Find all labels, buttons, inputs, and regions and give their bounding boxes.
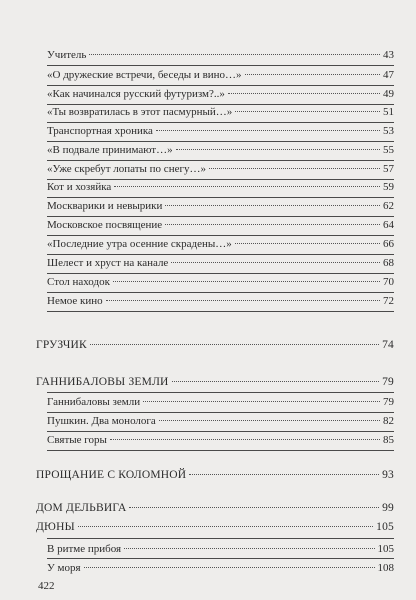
toc-entry xyxy=(47,415,394,428)
dot-leader xyxy=(172,381,380,382)
dot-leader xyxy=(89,54,380,55)
section-title: ПРОЩАНИЕ С КОЛОМНОЙ xyxy=(36,469,187,481)
dot-leader xyxy=(189,474,379,475)
entry-title: «Уже скребут лопаты по снегу…» xyxy=(47,163,206,175)
toc-entry xyxy=(47,434,394,447)
entry-page: 68 xyxy=(383,257,394,269)
dot-leader xyxy=(84,567,375,568)
entry-title: «Ты возвратилась в этот пасмурный…» xyxy=(47,106,233,118)
divider xyxy=(47,160,394,161)
entry-title: Святые горы xyxy=(47,434,107,446)
section-page: 99 xyxy=(382,502,394,514)
toc-entry xyxy=(47,163,394,176)
dot-leader xyxy=(165,205,380,206)
entry-page: 108 xyxy=(377,562,394,574)
entry-page: 59 xyxy=(383,181,394,193)
divider xyxy=(47,412,394,413)
section-page: 79 xyxy=(382,376,394,388)
entry-title: Московское посвящение xyxy=(47,219,163,231)
divider xyxy=(47,235,394,236)
entry-title: Шелест и хруст на канале xyxy=(47,257,169,269)
entry-title: «В подвале принимают…» xyxy=(47,144,173,156)
dot-leader xyxy=(78,526,373,527)
toc-entry xyxy=(47,219,394,232)
dot-leader xyxy=(165,224,380,225)
divider xyxy=(47,450,394,451)
entry-title: Учитель xyxy=(47,49,87,61)
toc-section xyxy=(36,376,394,389)
divider xyxy=(47,65,394,66)
toc-entry xyxy=(47,181,394,194)
dot-leader xyxy=(176,149,380,150)
toc-entry xyxy=(47,69,394,82)
toc-entry xyxy=(47,257,394,270)
dot-leader xyxy=(114,186,380,187)
toc-entry xyxy=(47,295,394,308)
divider xyxy=(47,431,394,432)
toc-entry xyxy=(47,200,394,213)
entry-page: 47 xyxy=(383,69,394,81)
divider xyxy=(47,273,394,274)
entry-title: «Последние утра осенние скрадены…» xyxy=(47,238,232,250)
divider xyxy=(47,179,394,180)
dot-leader xyxy=(235,111,380,112)
entry-title: Пушкин. Два монолога xyxy=(47,415,156,427)
dot-leader xyxy=(129,507,379,508)
entry-title: «О дружеские встречи, беседы и вино…» xyxy=(47,69,242,81)
divider xyxy=(47,85,394,86)
entry-page: 51 xyxy=(383,106,394,118)
divider xyxy=(47,141,394,142)
toc-section xyxy=(36,502,394,515)
toc-entry xyxy=(47,106,394,119)
page-number: 422 xyxy=(38,580,55,592)
section-title: ДЮНЫ xyxy=(36,521,75,533)
divider xyxy=(47,392,394,393)
entry-page: 64 xyxy=(383,219,394,231)
entry-page: 82 xyxy=(383,415,394,427)
dot-leader xyxy=(156,130,380,131)
toc-entry xyxy=(47,543,394,556)
toc-entry xyxy=(47,238,394,251)
entry-title: Немое кино xyxy=(47,295,103,307)
section-page: 93 xyxy=(382,469,394,481)
divider xyxy=(47,197,394,198)
toc-entry xyxy=(47,125,394,138)
divider xyxy=(47,538,394,539)
divider xyxy=(47,558,394,559)
entry-page: 57 xyxy=(383,163,394,175)
section-page: 105 xyxy=(376,521,394,533)
dot-leader xyxy=(110,439,380,440)
entry-title: У моря xyxy=(47,562,81,574)
divider xyxy=(47,104,394,105)
dot-leader xyxy=(228,93,380,94)
entry-title: В ритме прибоя xyxy=(47,543,122,555)
divider xyxy=(47,254,394,255)
dot-leader xyxy=(90,344,379,345)
entry-page: 49 xyxy=(383,88,394,100)
entry-page: 72 xyxy=(383,295,394,307)
dot-leader xyxy=(171,262,380,263)
entry-page: 62 xyxy=(383,200,394,212)
entry-title: Москварики и невырики xyxy=(47,200,163,212)
section-page: 74 xyxy=(382,339,394,351)
toc-section xyxy=(36,339,394,352)
entry-title: Стол находок xyxy=(47,276,110,288)
divider xyxy=(47,311,394,312)
entry-title: «Как начинался русский футуризм?..» xyxy=(47,88,225,100)
toc-entry xyxy=(47,562,394,575)
divider xyxy=(47,292,394,293)
toc-entry xyxy=(47,49,394,62)
entry-page: 105 xyxy=(377,543,394,555)
dot-leader xyxy=(209,168,380,169)
dot-leader xyxy=(124,548,374,549)
entry-page: 66 xyxy=(383,238,394,250)
section-title: ГАННИБАЛОВЫ ЗЕМЛИ xyxy=(36,376,169,388)
divider xyxy=(47,216,394,217)
entry-page: 70 xyxy=(383,276,394,288)
toc-section xyxy=(36,469,394,482)
dot-leader xyxy=(159,420,380,421)
toc-entry xyxy=(47,144,394,157)
entry-page: 53 xyxy=(383,125,394,137)
entry-page: 85 xyxy=(383,434,394,446)
entry-page: 79 xyxy=(383,396,394,408)
dot-leader xyxy=(235,243,380,244)
toc-entry xyxy=(47,88,394,101)
section-title: ГРУЗЧИК xyxy=(36,339,87,351)
entry-title: Ганнибаловы земли xyxy=(47,396,141,408)
dot-leader xyxy=(143,401,380,402)
entry-page: 55 xyxy=(383,144,394,156)
dot-leader xyxy=(245,74,380,75)
section-title: ДОМ ДЕЛЬВИГА xyxy=(36,502,127,514)
dot-leader xyxy=(106,300,380,301)
entry-title: Транспортная хроника xyxy=(47,125,153,137)
divider xyxy=(47,122,394,123)
entry-page: 43 xyxy=(383,49,394,61)
dot-leader xyxy=(113,281,380,282)
entry-title: Кот и хозяйка xyxy=(47,181,112,193)
toc-section xyxy=(36,521,394,534)
toc-entry xyxy=(47,276,394,289)
toc-entry xyxy=(47,396,394,409)
